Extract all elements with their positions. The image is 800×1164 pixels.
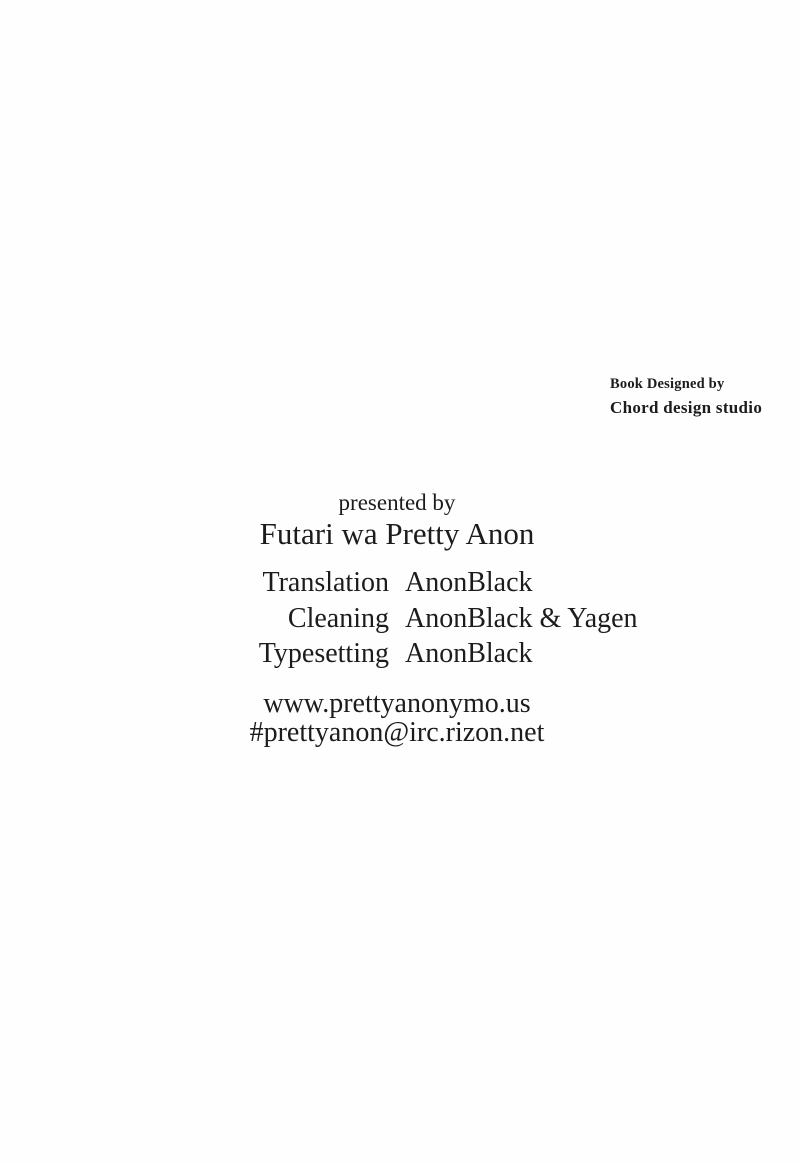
role-person-translation: AnonBlack xyxy=(405,567,533,598)
role-label-typesetting: Typesetting xyxy=(258,638,389,669)
contact-links xyxy=(97,689,697,748)
presented-by-label: presented by xyxy=(338,490,456,515)
scanlation-credits-block xyxy=(97,489,697,748)
role-person-cleaning: AnonBlack & Yagen xyxy=(405,602,638,634)
role-label-cleaning: Cleaning xyxy=(287,602,389,634)
design-studio-name: Chord design studio xyxy=(610,398,763,417)
role-person-typesetting: AnonBlack xyxy=(405,638,533,669)
credits-role-table xyxy=(97,565,697,672)
scanlation-group-title: Futari wa Pretty Anon xyxy=(259,516,535,551)
website-url: www.prettyanonymo.us xyxy=(263,687,531,719)
irc-channel: #prettyanon@irc.rizon.net xyxy=(249,717,545,748)
role-label-translation: Translation xyxy=(262,567,389,598)
book-designed-by-label: Book Designed by xyxy=(610,376,725,392)
book-design-credit xyxy=(610,374,762,419)
